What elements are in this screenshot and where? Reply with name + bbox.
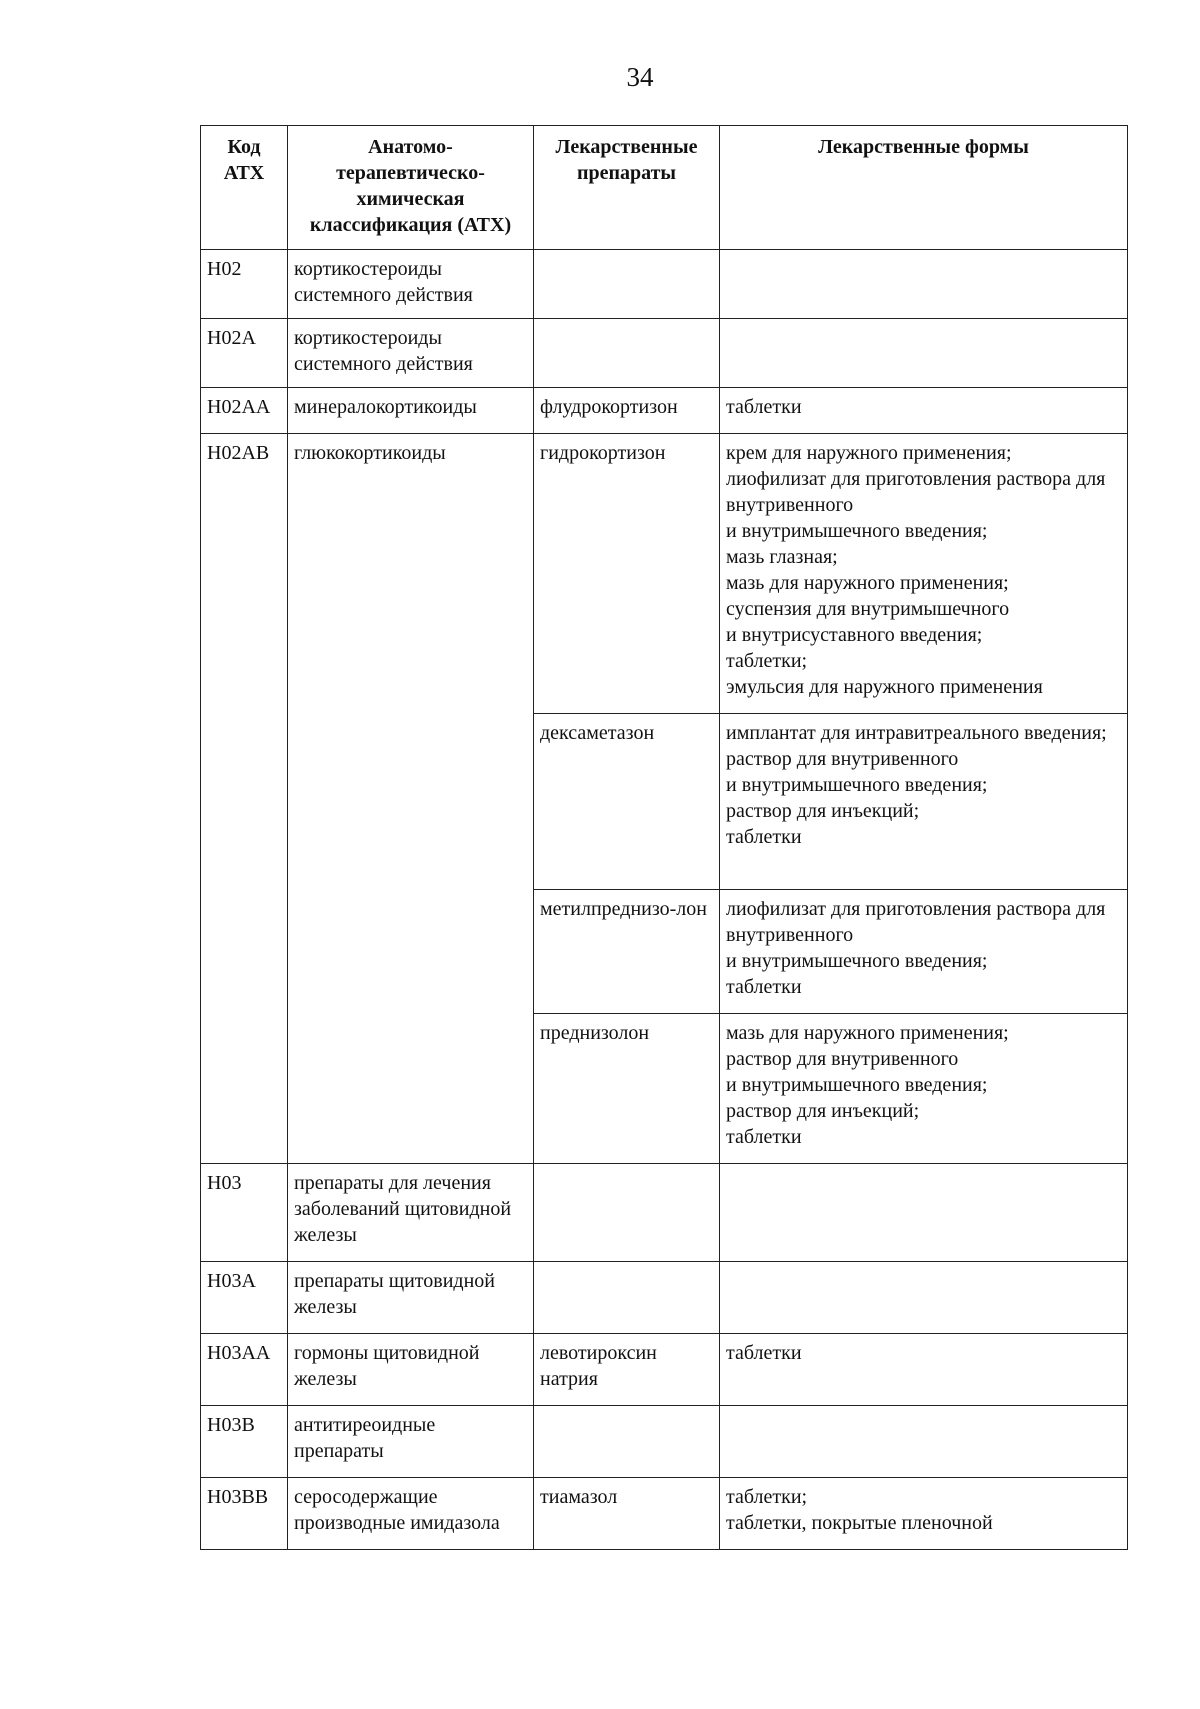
header-forms: Лекарственные формы	[720, 126, 1128, 250]
table-row	[201, 319, 1128, 388]
atc-classification: серосодержащие производные имидазола	[288, 1478, 534, 1550]
drug-name	[534, 319, 720, 388]
atc-classification: препараты щитовидной железы	[288, 1262, 534, 1334]
drug-name	[534, 250, 720, 319]
dosage-forms: таблетки	[720, 388, 1128, 434]
atc-table	[200, 125, 1128, 1550]
atc-code: H03AA	[201, 1334, 288, 1406]
dosage-forms	[720, 250, 1128, 319]
table-row	[201, 1334, 1128, 1406]
drug-name: тиамазол	[534, 1478, 720, 1550]
table-row	[201, 1406, 1128, 1478]
table-header-row	[201, 126, 1128, 250]
table-row	[201, 434, 1128, 714]
drug-name	[534, 1262, 720, 1334]
dosage-forms: имплантат для интравитреального введения; раствор для внутривенного и внутримышечного введения; раствор для инъекций; таблетки	[720, 714, 1128, 890]
drug-name: гидрокортизон	[534, 434, 720, 714]
atc-code: H03BB	[201, 1478, 288, 1550]
table-row	[201, 1478, 1128, 1550]
header-code: Код АТХ	[201, 126, 288, 250]
table-row	[201, 1164, 1128, 1262]
atc-code: H02AA	[201, 388, 288, 434]
dosage-forms: лиофилизат для приготовления раствора для внутривенного и внутримышечного введения; таблетки	[720, 890, 1128, 1014]
page-number: 34	[626, 62, 654, 92]
drug-name: флудрокортизон	[534, 388, 720, 434]
atc-classification: антитиреоидные препараты	[288, 1406, 534, 1478]
drug-name: левотироксин натрия	[534, 1334, 720, 1406]
drug-name	[534, 1406, 720, 1478]
atc-code: H02AB	[201, 434, 288, 1164]
atc-code: H02A	[201, 319, 288, 388]
dosage-forms	[720, 1262, 1128, 1334]
dosage-forms	[720, 1406, 1128, 1478]
dosage-forms: таблетки; таблетки, покрытые пленочной	[720, 1478, 1128, 1550]
atc-code: H02	[201, 250, 288, 319]
drug-name: преднизолон	[534, 1014, 720, 1164]
atc-code: H03B	[201, 1406, 288, 1478]
dosage-forms: мазь для наружного применения; раствор для внутривенного и внутримышечного введения; раствор для инъекций; таблетки	[720, 1014, 1128, 1164]
table-row	[201, 1262, 1128, 1334]
dosage-forms	[720, 1164, 1128, 1262]
drug-name: дексаметазон	[534, 714, 720, 890]
dosage-forms: таблетки	[720, 1334, 1128, 1406]
atc-classification: гормоны щитовидной железы	[288, 1334, 534, 1406]
table-row	[201, 250, 1128, 319]
dosage-forms	[720, 319, 1128, 388]
atc-classification: кортикостероиды системного действия	[288, 250, 534, 319]
header-drugs: Лекарственные препараты	[534, 126, 720, 250]
atc-code: H03	[201, 1164, 288, 1262]
table-row	[201, 388, 1128, 434]
atc-classification: глюкокортикоиды	[288, 434, 534, 1164]
atc-classification: минералокортикоиды	[288, 388, 534, 434]
drug-name	[534, 1164, 720, 1262]
drug-name: метилпреднизо-лон	[534, 890, 720, 1014]
header-classification: Анатомо-терапевтическо-химическая классификация (АТХ)	[288, 126, 534, 250]
atc-classification: препараты для лечения заболеваний щитовидной железы	[288, 1164, 534, 1262]
atc-classification: кортикостероиды системного действия	[288, 319, 534, 388]
dosage-forms: крем для наружного применения; лиофилизат для приготовления раствора для внутривенного и внутримышечного введения; мазь глазная; мазь для наружного применения; суспензия для внутримышечного и внутрисуставного введения; таблетки; эмульсия для наружного применения	[720, 434, 1128, 714]
atc-code: H03A	[201, 1262, 288, 1334]
